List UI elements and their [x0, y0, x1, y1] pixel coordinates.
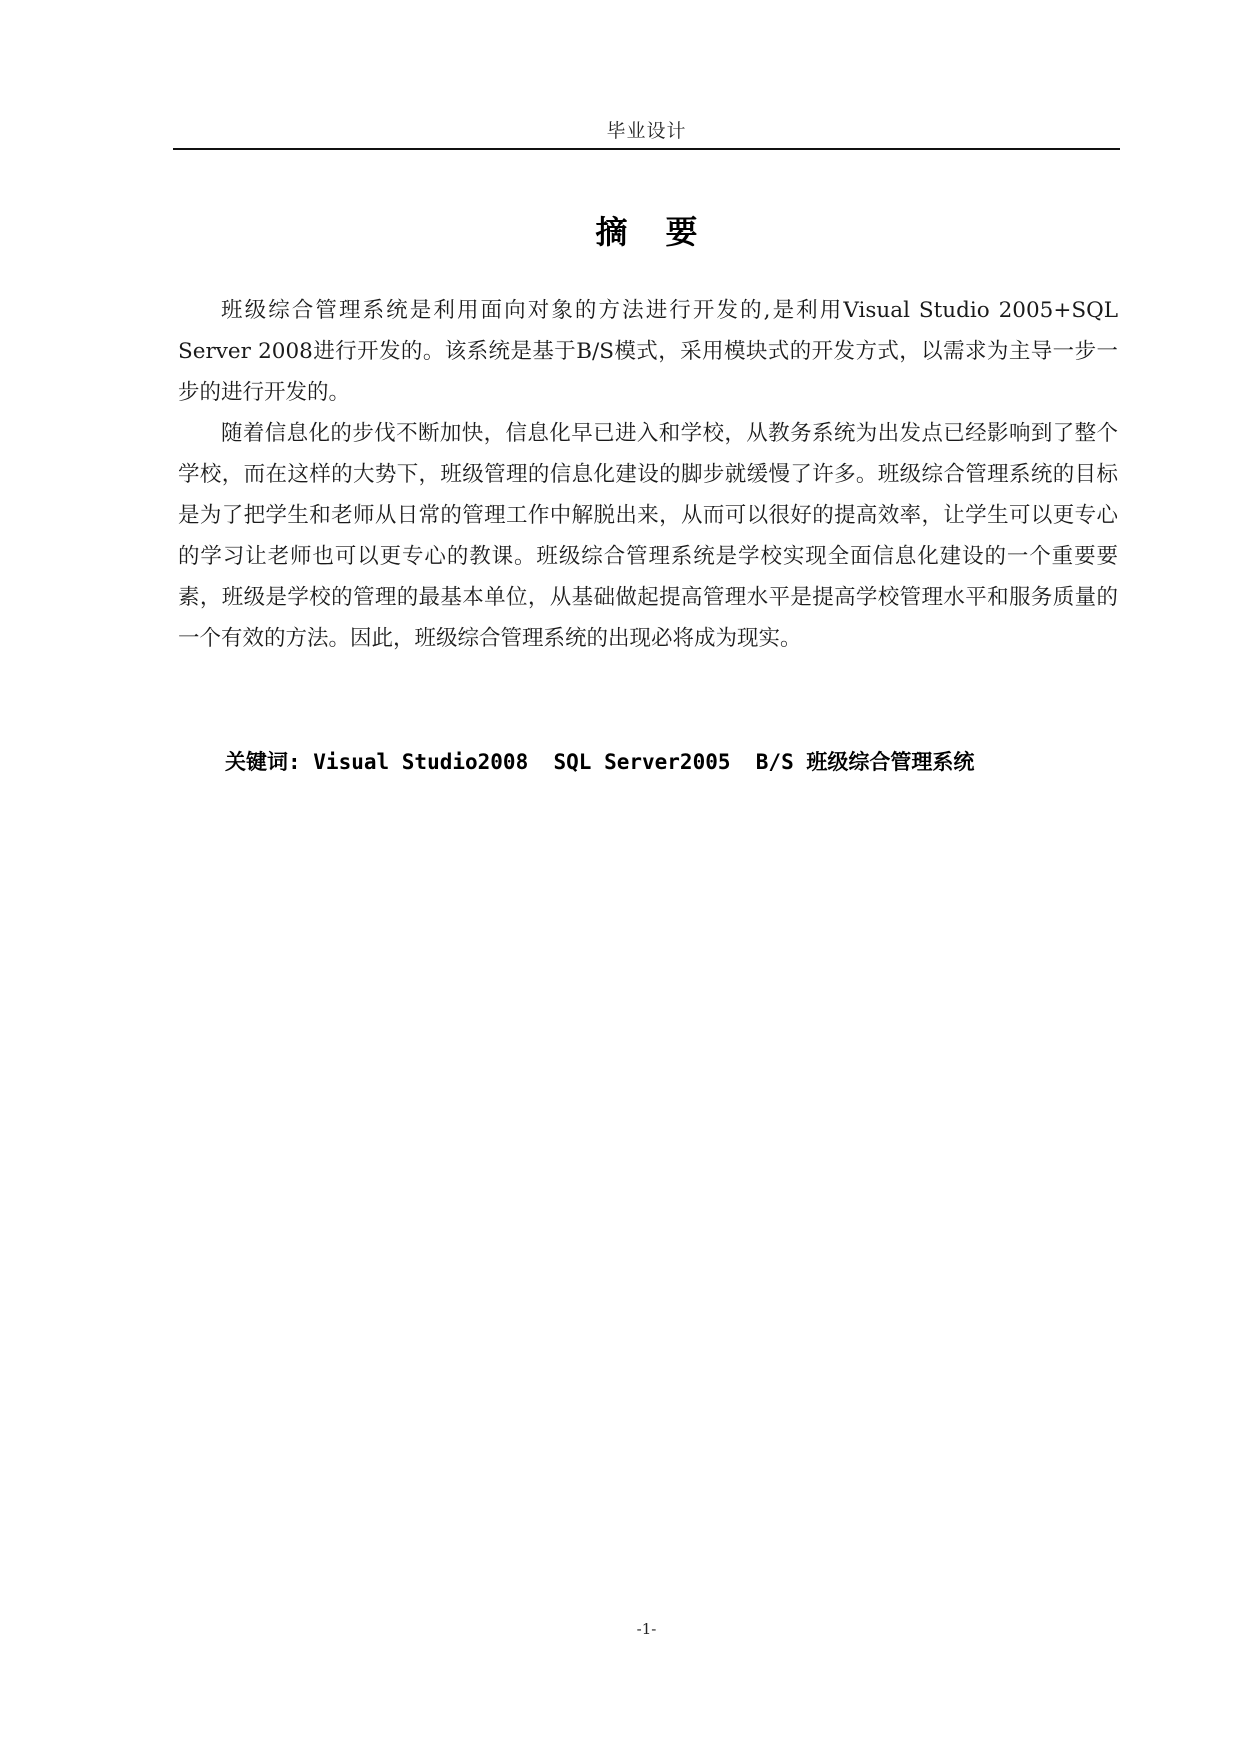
running-header: 毕业设计 — [606, 120, 687, 142]
abstract-title: 摘要 — [595, 213, 736, 251]
abstract-paragraph-2: 随着信息化的步伐不断加快，信息化早已进入和学校，从教务系统为出发点已经影响到了整个学校，而在这样的大势下，班级管理的信息化建设的脚步就缓慢了许多。班级综合管理系统的目标是为了把学生和老师从日常的管理工作中解脱出来，从而可以很好的提高效率，让学生可以更专心的学习让老师也可以更专心的教课。班级综合管理系统是学校实现全面信息化建设的一个重要要素，班级是学校的管理的最基本单位，从基础做起提高管理水平是提高学校管理水平和服务质量的一个有效的方法。因此，班级综合管理系统的出现必将成为现实。 — [178, 421, 1118, 651]
keywords-line: 关键词: Visual Studio2008 SQL Server2005 B/S 班级综合管理系统 — [225, 750, 975, 774]
abstract-body — [178, 290, 1118, 659]
abstract-paragraph-1: 班级综合管理系统是利用面向对象的方法进行开发的,是利用Visual Studio 2005+SQL Server 2008进行开发的。该系统是基于B/S模式，采用模块式的开发方式，以需求为主导一步一步的进行开发的。 — [178, 298, 1118, 405]
page-number: -1- — [636, 1620, 657, 1638]
header-rule — [173, 148, 1120, 150]
